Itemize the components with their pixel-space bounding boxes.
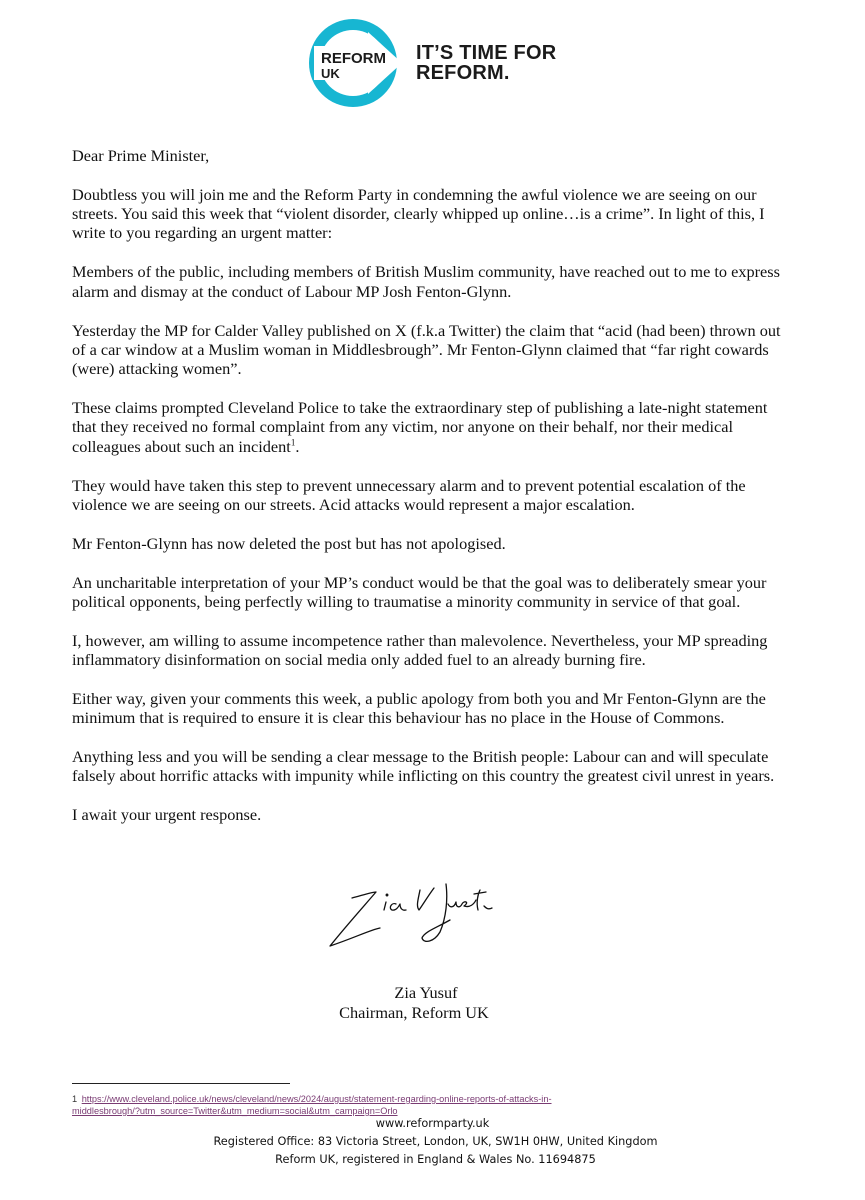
logo-wordmark-uk: UK — [321, 66, 340, 81]
footnote-link[interactable] — [72, 1094, 552, 1116]
footnote-reference[interactable]: 1 — [290, 437, 296, 448]
paragraph-8: I, however, am willing to assume incompetence rather than malevolence. Nevertheless, your MP spreading inflammatory disinformation on social media only added fuel to an already burning fire. — [72, 630, 768, 670]
paragraph-2: Members of the public, including members of British Muslim community, have reached out to me to express alarm and dismay at the conduct of Labour MP Josh Fenton-Glynn. — [72, 262, 780, 301]
paragraph-1: Doubtless you will join me and the Reform Party in condemning the awful violence we are seeing on our streets. You said this week that “violent disorder, clearly whipped up online…is a crime”. In light of this, I write to you regarding an urgent matter: — [72, 184, 765, 243]
footer-registered-office: Registered Office: 83 Victoria Street, London, UK, SW1H 0HW, United Kingdom — [213, 1135, 658, 1148]
logo-wordmark-reform: REFORM — [321, 50, 386, 67]
footnote-link-line-1: https://www.cleveland.police.uk/news/cleveland/news/2024/august/statement-regarding-online-reports-of-attacks-in- — [81, 1094, 552, 1104]
paragraph-4 — [72, 398, 792, 456]
footnote-divider — [72, 1083, 290, 1084]
footnote-link-line-2: middlesbrough/?utm_source=Twitter&utm_medium=social&utm_campaign=Orlo — [72, 1106, 398, 1116]
tagline-line-1: IT’S TIME FOR — [416, 42, 557, 64]
paragraph-4-text: These claims prompted Cleveland Police to take the extraordinary step of publishing a late-night statement that they received no formal complaint from any victim, nor anyone on their behalf, nor their medical colleagues about such an incident — [72, 398, 768, 456]
signer-name: Zia Yusuf — [394, 983, 458, 1002]
salutation: Dear Prime Minister, — [72, 146, 210, 165]
footnote — [72, 1093, 812, 1117]
tagline-line-2: REFORM. — [416, 62, 510, 84]
footer-website: www.reformparty.uk — [375, 1117, 490, 1130]
paragraph-10: Anything less and you will be sending a clear message to the British people: Labour can and will speculate falsely about horrific attacks with impunity while inflicting on this country the greatest civil unrest in years. — [72, 747, 775, 786]
paragraph-9: Either way, given your comments this week, a public apology from both you and Mr Fenton-Glynn are the minimum that is required to ensure it is clear this behaviour has no place in the House of Commons. — [72, 688, 766, 728]
paragraph-3: Yesterday the MP for Calder Valley published on X (f.k.a Twitter) the claim that “acid (had been) thrown out of a car window at a Muslim woman in Middlesbrough”. Mr Fenton-Glynn claimed that “far right cowards (were) attacking women”. — [72, 320, 781, 379]
handwritten-signature — [324, 880, 504, 952]
paragraph-4-end: . — [295, 436, 300, 456]
paragraph-5: They would have taken this step to prevent unnecessary alarm and to prevent potential escalation of the violence we are seeing on our streets. Acid attacks would represent a major escalation. — [72, 475, 746, 514]
letter-body — [72, 146, 792, 844]
reform-uk-logo — [308, 18, 556, 108]
footnote-number: 1 — [72, 1094, 78, 1104]
reform-arrow-logo-icon — [308, 18, 404, 108]
paragraph-7: An uncharitable interpretation of your MP’s conduct would be that the goal was to deliberately smear your political opponents, being perfectly willing to traumatise a minority community in service of that goal. — [72, 572, 767, 611]
tagline — [416, 43, 556, 83]
paragraph-6: Mr Fenton-Glynn has now deleted the post but has not apologised. — [72, 533, 506, 553]
closing: I await your urgent response. — [72, 805, 262, 825]
signer-title: Chairman, Reform UK — [339, 1003, 489, 1022]
footer-registration: Reform UK, registered in England & Wales No. 11694875 — [275, 1153, 596, 1166]
